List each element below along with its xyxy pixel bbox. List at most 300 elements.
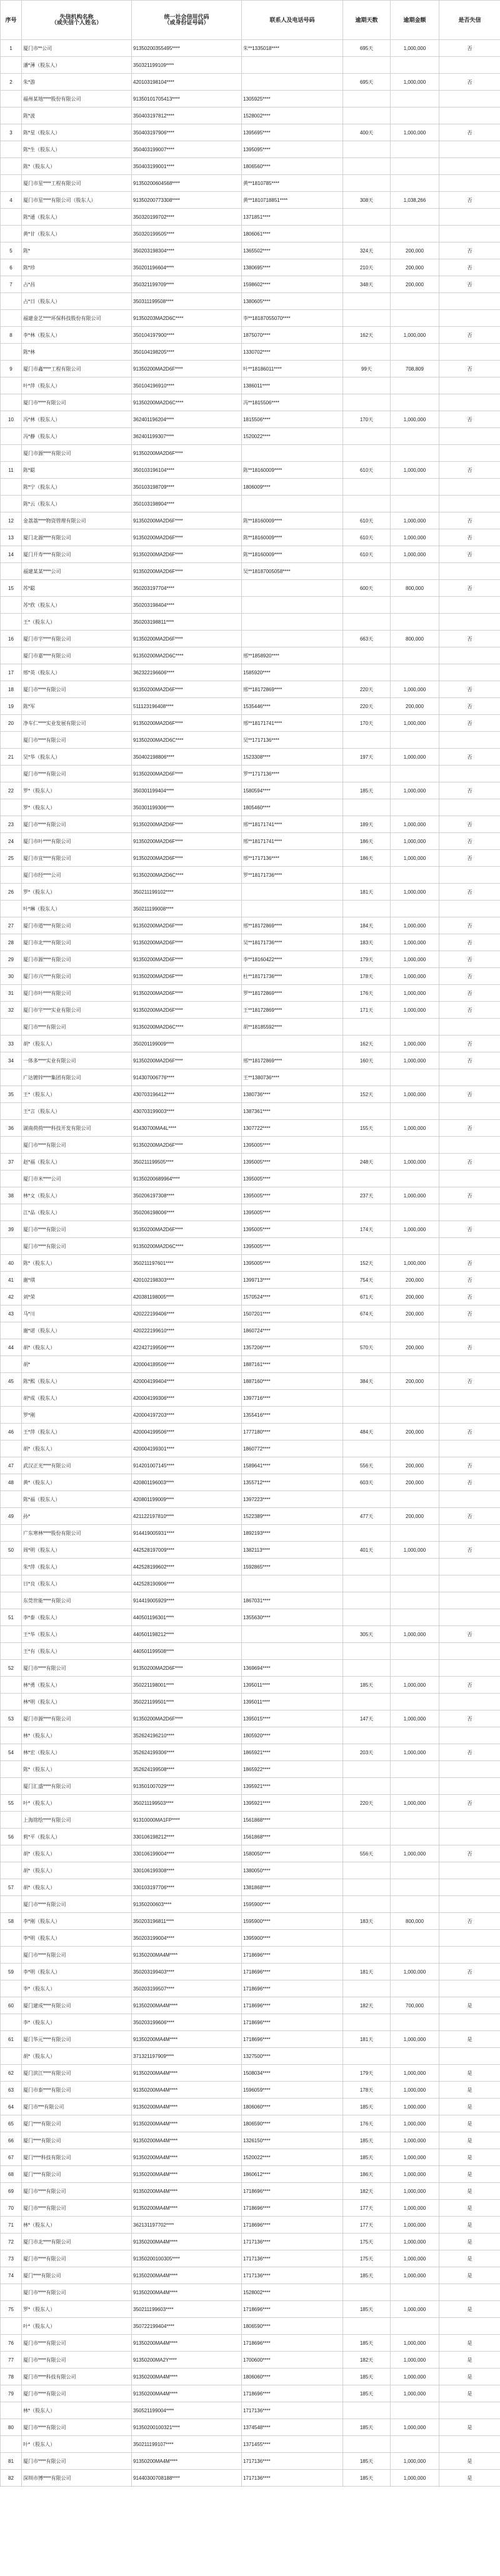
cell-seq: 18 bbox=[1, 681, 22, 698]
cell-phone: 1717136**** bbox=[242, 2250, 343, 2267]
cell-code: 91350200MA4M**** bbox=[132, 2267, 242, 2284]
cell-name: 厦门市****有限公司 bbox=[22, 681, 132, 698]
cell-status bbox=[439, 597, 500, 614]
cell-name: 厦门市****科技有限公司 bbox=[22, 2369, 132, 2385]
table-row bbox=[1, 867, 500, 884]
cell-name: 王*萍（股东人） bbox=[22, 1424, 132, 1440]
cell-phone: 1592865**** bbox=[242, 1559, 343, 1575]
cell-status bbox=[439, 428, 500, 445]
cell-code: 91350200MA4M**** bbox=[132, 2149, 242, 2166]
cell-days: 185天 bbox=[343, 2470, 391, 2487]
cell-name: 厦门市源****有限公司 bbox=[22, 445, 132, 462]
cell-name: 冯*静（股东人） bbox=[22, 428, 132, 445]
cell-phone: 1806590**** bbox=[242, 2115, 343, 2132]
table-row bbox=[1, 2048, 500, 2065]
cell-fine: 1,000,000 bbox=[391, 1052, 439, 1069]
cell-status: 是 bbox=[439, 2200, 500, 2217]
table-row bbox=[1, 2234, 500, 2250]
table-row bbox=[1, 2200, 500, 2217]
cell-name: 占*昌 bbox=[22, 276, 132, 293]
cell-days bbox=[343, 1980, 391, 1997]
cell-name: 孙* bbox=[22, 1508, 132, 1525]
cell-status: 否 bbox=[439, 1744, 500, 1761]
cell-seq: 47 bbox=[1, 1457, 22, 1474]
cell-days: 160天 bbox=[343, 1052, 391, 1069]
cell-fine: 1,000,000 bbox=[391, 850, 439, 867]
cell-name: 罗*（股东人） bbox=[22, 884, 132, 901]
cell-days bbox=[343, 1204, 391, 1221]
cell-code: 350321199109**** bbox=[132, 57, 242, 74]
cell-status bbox=[439, 2318, 500, 2335]
cell-status bbox=[439, 1643, 500, 1660]
cell-seq bbox=[1, 1204, 22, 1221]
cell-code: 350321199709**** bbox=[132, 276, 242, 293]
cell-code: 350203198811**** bbox=[132, 614, 242, 631]
cell-status: 否 bbox=[439, 462, 500, 479]
cell-status: 是 bbox=[439, 2132, 500, 2149]
cell-phone: 1528002**** bbox=[242, 2284, 343, 2301]
cell-code: 91350200MA2D6F**** bbox=[132, 1710, 242, 1727]
cell-code: 914201007145**** bbox=[132, 1457, 242, 1474]
cell-status bbox=[439, 1204, 500, 1221]
cell-days bbox=[343, 1356, 391, 1373]
cell-name: 厦门****有限公司 bbox=[22, 2166, 132, 2183]
cell-fine: 1,000,000 bbox=[391, 1626, 439, 1643]
cell-code: 442528199602**** bbox=[132, 1559, 242, 1575]
cell-days: 178天 bbox=[343, 2082, 391, 2099]
cell-code: 91350200MA2D6F**** bbox=[132, 1660, 242, 1677]
cell-days bbox=[343, 1407, 391, 1424]
table-row bbox=[1, 1896, 500, 1913]
cell-name: 陈*波 bbox=[22, 107, 132, 124]
cell-status bbox=[439, 1778, 500, 1795]
cell-days: 185天 bbox=[343, 2453, 391, 2470]
header-code bbox=[132, 1, 242, 40]
cell-fine: 1,000,000 bbox=[391, 462, 439, 479]
cell-days bbox=[343, 1761, 391, 1778]
cell-status: 是 bbox=[439, 2470, 500, 2487]
header-name-sub: （或失信个人姓名） bbox=[51, 19, 102, 26]
cell-seq: 46 bbox=[1, 1424, 22, 1440]
cell-seq bbox=[1, 799, 22, 816]
cell-seq: 67 bbox=[1, 2149, 22, 2166]
table-row bbox=[1, 1171, 500, 1187]
cell-status bbox=[439, 377, 500, 394]
cell-days: 171天 bbox=[343, 1002, 391, 1019]
cell-status: 否 bbox=[439, 681, 500, 698]
cell-phone bbox=[242, 901, 343, 917]
cell-code: 91350200MA4M**** bbox=[132, 2065, 242, 2082]
cell-days: 185天 bbox=[343, 2301, 391, 2318]
cell-seq bbox=[1, 1238, 22, 1255]
cell-code: 371321197909**** bbox=[132, 2048, 242, 2065]
cell-name: 罗*（股东人） bbox=[22, 2301, 132, 2318]
table-row bbox=[1, 850, 500, 867]
cell-status: 否 bbox=[439, 40, 500, 57]
cell-status: 否 bbox=[439, 327, 500, 344]
cell-days: 152天 bbox=[343, 1086, 391, 1103]
cell-code: 350206197308**** bbox=[132, 1187, 242, 1204]
cell-code: 350221199501**** bbox=[132, 1694, 242, 1710]
cell-days: 182天 bbox=[343, 2183, 391, 2200]
cell-seq bbox=[1, 1525, 22, 1542]
cell-status: 是 bbox=[439, 2301, 500, 2318]
cell-phone: 1395015**** bbox=[242, 1710, 343, 1727]
cell-fine bbox=[391, 496, 439, 512]
cell-code: 350301199306**** bbox=[132, 799, 242, 816]
table-row bbox=[1, 2099, 500, 2115]
cell-name: 陈*珍 bbox=[22, 259, 132, 276]
cell-phone: 1307722**** bbox=[242, 1120, 343, 1137]
table-row bbox=[1, 580, 500, 597]
cell-seq: 48 bbox=[1, 1474, 22, 1491]
cell-phone: 1357206**** bbox=[242, 1339, 343, 1356]
table-row bbox=[1, 1002, 500, 1019]
cell-name: 陈*聪 bbox=[22, 462, 132, 479]
cell-phone: 1595900**** bbox=[242, 1896, 343, 1913]
cell-days bbox=[343, 91, 391, 107]
cell-days bbox=[343, 2318, 391, 2335]
table-row bbox=[1, 1255, 500, 1272]
cell-fine bbox=[391, 1930, 439, 1947]
cell-fine: 200,000 bbox=[391, 1457, 439, 1474]
cell-code: 91350200604568**** bbox=[132, 175, 242, 192]
cell-status bbox=[439, 1592, 500, 1609]
cell-status bbox=[439, 1727, 500, 1744]
cell-days: 185天 bbox=[343, 2335, 391, 2352]
cell-days: 610天 bbox=[343, 546, 391, 563]
cell-seq bbox=[1, 1356, 22, 1373]
cell-phone: 陈**18160009**** bbox=[242, 529, 343, 546]
cell-code: 350203199004**** bbox=[132, 1930, 242, 1947]
cell-code: 420004197203**** bbox=[132, 1407, 242, 1424]
table-row bbox=[1, 1812, 500, 1829]
table-row bbox=[1, 91, 500, 107]
cell-name: 厦门****科技有限公司 bbox=[22, 2149, 132, 2166]
cell-days: 603天 bbox=[343, 1474, 391, 1491]
table-row bbox=[1, 664, 500, 681]
cell-code: 91350200689964**** bbox=[132, 1171, 242, 1187]
cell-days: 610天 bbox=[343, 529, 391, 546]
cell-status bbox=[439, 1862, 500, 1879]
cell-seq: 4 bbox=[1, 192, 22, 209]
cell-status: 否 bbox=[439, 715, 500, 732]
cell-fine: 1,000,000 bbox=[391, 2335, 439, 2352]
cell-name: 李*明（股东人） bbox=[22, 1930, 132, 1947]
cell-phone: 黄**1810785**** bbox=[242, 175, 343, 192]
cell-phone: 1806009**** bbox=[242, 479, 343, 496]
cell-name: 王*（股东人） bbox=[22, 614, 132, 631]
cell-name: 厦门市宜****有限公司 bbox=[22, 850, 132, 867]
cell-seq bbox=[1, 1559, 22, 1575]
cell-phone: 1806560**** bbox=[242, 158, 343, 175]
cell-fine: 200,000 bbox=[391, 259, 439, 276]
cell-code: 91350200MA2D6C**** bbox=[132, 394, 242, 411]
cell-name: 陈* bbox=[22, 242, 132, 259]
cell-name: 苏*欣（股东人） bbox=[22, 597, 132, 614]
cell-name: 厦门市****有限公司 bbox=[22, 2250, 132, 2267]
cell-days: 170天 bbox=[343, 411, 391, 428]
cell-seq bbox=[1, 91, 22, 107]
cell-days: 556天 bbox=[343, 1845, 391, 1862]
cell-fine: 708,809 bbox=[391, 361, 439, 377]
cell-fine: 1,000,000 bbox=[391, 1187, 439, 1204]
cell-phone: 1365502**** bbox=[242, 242, 343, 259]
table-row bbox=[1, 377, 500, 394]
cell-fine bbox=[391, 647, 439, 664]
cell-fine bbox=[391, 1171, 439, 1187]
cell-name: 上海铭绘****有限公司 bbox=[22, 1812, 132, 1829]
cell-seq bbox=[1, 1390, 22, 1407]
cell-phone: 陈**18160009**** bbox=[242, 462, 343, 479]
cell-phone: 1561868**** bbox=[242, 1829, 343, 1845]
table-row bbox=[1, 1221, 500, 1238]
cell-seq bbox=[1, 2284, 22, 2301]
table-row bbox=[1, 951, 500, 968]
cell-name: 厦门市星****工程有限公司 bbox=[22, 175, 132, 192]
cell-phone: 1371455**** bbox=[242, 2436, 343, 2453]
cell-phone: 陈**18160009**** bbox=[242, 546, 343, 563]
cell-days: 181天 bbox=[343, 884, 391, 901]
table-row bbox=[1, 631, 500, 647]
table-row bbox=[1, 2318, 500, 2335]
cell-phone: 罗**18171736**** bbox=[242, 867, 343, 884]
cell-fine: 1,000,000 bbox=[391, 917, 439, 934]
cell-phone: 1395921**** bbox=[242, 1778, 343, 1795]
cell-days: 185天 bbox=[343, 2369, 391, 2385]
cell-status: 否 bbox=[439, 749, 500, 766]
cell-seq bbox=[1, 496, 22, 512]
cell-phone: 1327500**** bbox=[242, 2048, 343, 2065]
table-row bbox=[1, 698, 500, 715]
cell-status: 否 bbox=[439, 1052, 500, 1069]
cell-days: 177天 bbox=[343, 2217, 391, 2234]
cell-status: 否 bbox=[439, 631, 500, 647]
cell-status bbox=[439, 1575, 500, 1592]
cell-status bbox=[439, 1019, 500, 1036]
cell-days: 186天 bbox=[343, 833, 391, 850]
cell-phone: 1326150**** bbox=[242, 2132, 343, 2149]
cell-days: 610天 bbox=[343, 462, 391, 479]
cell-days: 484天 bbox=[343, 1424, 391, 1440]
cell-name: 厦门****有限公司 bbox=[22, 2132, 132, 2149]
cell-fine bbox=[391, 1238, 439, 1255]
header-status: 是否失信 bbox=[439, 1, 500, 40]
cell-phone: 邢**18171741**** bbox=[242, 816, 343, 833]
cell-name: 陈*（股东人） bbox=[22, 1761, 132, 1778]
cell-status: 否 bbox=[439, 124, 500, 141]
cell-code: 420102198303**** bbox=[132, 1272, 242, 1289]
header-name-main: 失信机构名称 bbox=[59, 14, 94, 20]
cell-status: 是 bbox=[439, 2419, 500, 2436]
cell-status bbox=[439, 1103, 500, 1120]
cell-status: 否 bbox=[439, 529, 500, 546]
table-row bbox=[1, 1440, 500, 1457]
cell-phone: 1382113**** bbox=[242, 1542, 343, 1559]
table-row bbox=[1, 816, 500, 833]
cell-phone: 1717136**** bbox=[242, 2234, 343, 2250]
cell-name: 福建金艺****环保科技股份有限公司 bbox=[22, 310, 132, 327]
cell-seq bbox=[1, 1778, 22, 1795]
cell-fine: 1,000,000 bbox=[391, 2470, 439, 2487]
cell-name: 叶*（股东人） bbox=[22, 2318, 132, 2335]
cell-seq bbox=[1, 2402, 22, 2419]
table-row bbox=[1, 293, 500, 310]
cell-status: 否 bbox=[439, 1339, 500, 1356]
cell-code: 91440300708188**** bbox=[132, 2470, 242, 2487]
cell-status: 否 bbox=[439, 1964, 500, 1980]
table-row bbox=[1, 2014, 500, 2031]
cell-seq: 43 bbox=[1, 1305, 22, 1322]
cell-fine: 1,000,000 bbox=[391, 1221, 439, 1238]
cell-fine: 1,000,000 bbox=[391, 1154, 439, 1171]
cell-status bbox=[439, 2284, 500, 2301]
cell-days bbox=[343, 766, 391, 782]
cell-days: 305天 bbox=[343, 1626, 391, 1643]
cell-name: 胡*成（股东人） bbox=[22, 1390, 132, 1407]
cell-status bbox=[439, 1238, 500, 1255]
cell-code: 350203198404**** bbox=[132, 597, 242, 614]
cell-fine bbox=[391, 394, 439, 411]
cell-code: 91350200MA2D6F**** bbox=[132, 445, 242, 462]
table-row bbox=[1, 2082, 500, 2099]
cell-fine bbox=[391, 2284, 439, 2301]
cell-name: 朱*游 bbox=[22, 74, 132, 91]
cell-code: 91350200MA2D6F**** bbox=[132, 951, 242, 968]
cell-seq: 61 bbox=[1, 2031, 22, 2048]
cell-fine: 800,000 bbox=[391, 631, 439, 647]
cell-code: 91350200100321**** bbox=[132, 2419, 242, 2436]
cell-status: 否 bbox=[439, 1710, 500, 1727]
cell-status: 否 bbox=[439, 782, 500, 799]
cell-code: 914419005931**** bbox=[132, 1525, 242, 1542]
cell-days: 185天 bbox=[343, 2385, 391, 2402]
table-header bbox=[1, 1, 500, 40]
cell-phone: 1387361**** bbox=[242, 1103, 343, 1120]
cell-fine bbox=[391, 310, 439, 327]
cell-fine: 1,000,000 bbox=[391, 782, 439, 799]
cell-days: 99天 bbox=[343, 361, 391, 377]
cell-phone: 1528002**** bbox=[242, 107, 343, 124]
cell-fine: 1,000,000 bbox=[391, 2149, 439, 2166]
cell-code: 91350200MA2D6F**** bbox=[132, 917, 242, 934]
cell-days: 185天 bbox=[343, 2267, 391, 2284]
cell-fine bbox=[391, 1525, 439, 1542]
cell-days bbox=[343, 614, 391, 631]
cell-status bbox=[439, 647, 500, 664]
cell-days: 170天 bbox=[343, 715, 391, 732]
cell-phone: 1717136**** bbox=[242, 2267, 343, 2284]
cell-seq bbox=[1, 310, 22, 327]
cell-days bbox=[343, 647, 391, 664]
cell-fine: 1,000,000 bbox=[391, 1964, 439, 1980]
cell-fine: 1,000,000 bbox=[391, 1795, 439, 1812]
cell-days: 147天 bbox=[343, 1710, 391, 1727]
cell-phone: 1523308**** bbox=[242, 749, 343, 766]
cell-name: 东莞世能****有限公司 bbox=[22, 1592, 132, 1609]
cell-fine: 1,000,000 bbox=[391, 2183, 439, 2200]
cell-phone: 1875070**** bbox=[242, 327, 343, 344]
cell-days bbox=[343, 428, 391, 445]
cell-fine: 1,000,000 bbox=[391, 833, 439, 850]
cell-code: 91350200MA2D6F**** bbox=[132, 563, 242, 580]
cell-code: 91350200MA2D6F**** bbox=[132, 512, 242, 529]
cell-phone: 1718696**** bbox=[242, 2217, 343, 2234]
cell-fine bbox=[391, 597, 439, 614]
cell-code: 330106198212**** bbox=[132, 1829, 242, 1845]
table-row bbox=[1, 1980, 500, 1997]
cell-fine: 200,000 bbox=[391, 1474, 439, 1491]
cell-fine: 1,000,000 bbox=[391, 715, 439, 732]
cell-fine bbox=[391, 1947, 439, 1964]
cell-name: 王*（股东人） bbox=[22, 1086, 132, 1103]
cell-days bbox=[343, 2014, 391, 2031]
cell-seq: 70 bbox=[1, 2200, 22, 2217]
cell-code: 421122197810**** bbox=[132, 1508, 242, 1525]
cell-name: 厦门市****有限公司 bbox=[22, 1660, 132, 1677]
cell-seq: 42 bbox=[1, 1289, 22, 1305]
cell-seq: 31 bbox=[1, 985, 22, 1002]
cell-days: 186天 bbox=[343, 2166, 391, 2183]
table-row bbox=[1, 833, 500, 850]
cell-phone: 1887160**** bbox=[242, 1373, 343, 1390]
cell-fine bbox=[391, 1896, 439, 1913]
cell-phone: 朱**1335018**** bbox=[242, 40, 343, 57]
cell-name: 广达镀锌****集团有限公司 bbox=[22, 1069, 132, 1086]
table-row bbox=[1, 2250, 500, 2267]
cell-seq bbox=[1, 901, 22, 917]
cell-seq: 19 bbox=[1, 698, 22, 715]
cell-phone: 1355630**** bbox=[242, 1609, 343, 1626]
cell-code: 350211197601**** bbox=[132, 1255, 242, 1272]
cell-seq bbox=[1, 1812, 22, 1829]
cell-days: 189天 bbox=[343, 816, 391, 833]
cell-fine bbox=[391, 664, 439, 681]
cell-fine: 1,000,000 bbox=[391, 934, 439, 951]
cell-phone: 1777180**** bbox=[242, 1424, 343, 1440]
cell-status: 是 bbox=[439, 1997, 500, 2014]
cell-fine bbox=[391, 1829, 439, 1845]
cell-phone: 1395011**** bbox=[242, 1694, 343, 1710]
cell-fine: 1,000,000 bbox=[391, 1036, 439, 1052]
cell-status: 否 bbox=[439, 1221, 500, 1238]
cell-seq bbox=[1, 445, 22, 462]
cell-code: 350311199508**** bbox=[132, 293, 242, 310]
cell-name: 金荔荔****物资管理有限公司 bbox=[22, 512, 132, 529]
table-row bbox=[1, 1187, 500, 1204]
cell-fine bbox=[391, 614, 439, 631]
cell-phone: 1522389**** bbox=[242, 1508, 343, 1525]
cell-phone: 王**18172869**** bbox=[242, 1002, 343, 1019]
cell-phone: 1380050**** bbox=[242, 1862, 343, 1879]
cell-code: 91350200MA2D6C**** bbox=[132, 1019, 242, 1036]
cell-days bbox=[343, 1896, 391, 1913]
cell-fine: 1,000,000 bbox=[391, 2200, 439, 2217]
cell-status: 否 bbox=[439, 917, 500, 934]
cell-code: 350211199505**** bbox=[132, 1154, 242, 1171]
cell-name: 厦门市鑫****工程有限公司 bbox=[22, 361, 132, 377]
cell-fine bbox=[391, 293, 439, 310]
cell-status: 否 bbox=[439, 276, 500, 293]
cell-code: 422427199506**** bbox=[132, 1339, 242, 1356]
cell-status: 否 bbox=[439, 259, 500, 276]
cell-name: 厦门市****有限公司 bbox=[22, 2335, 132, 2352]
cell-name: 厦门市****有限公司 bbox=[22, 1019, 132, 1036]
cell-days bbox=[343, 2402, 391, 2419]
table-row bbox=[1, 799, 500, 816]
cell-status: 是 bbox=[439, 2183, 500, 2200]
table-row bbox=[1, 1322, 500, 1339]
